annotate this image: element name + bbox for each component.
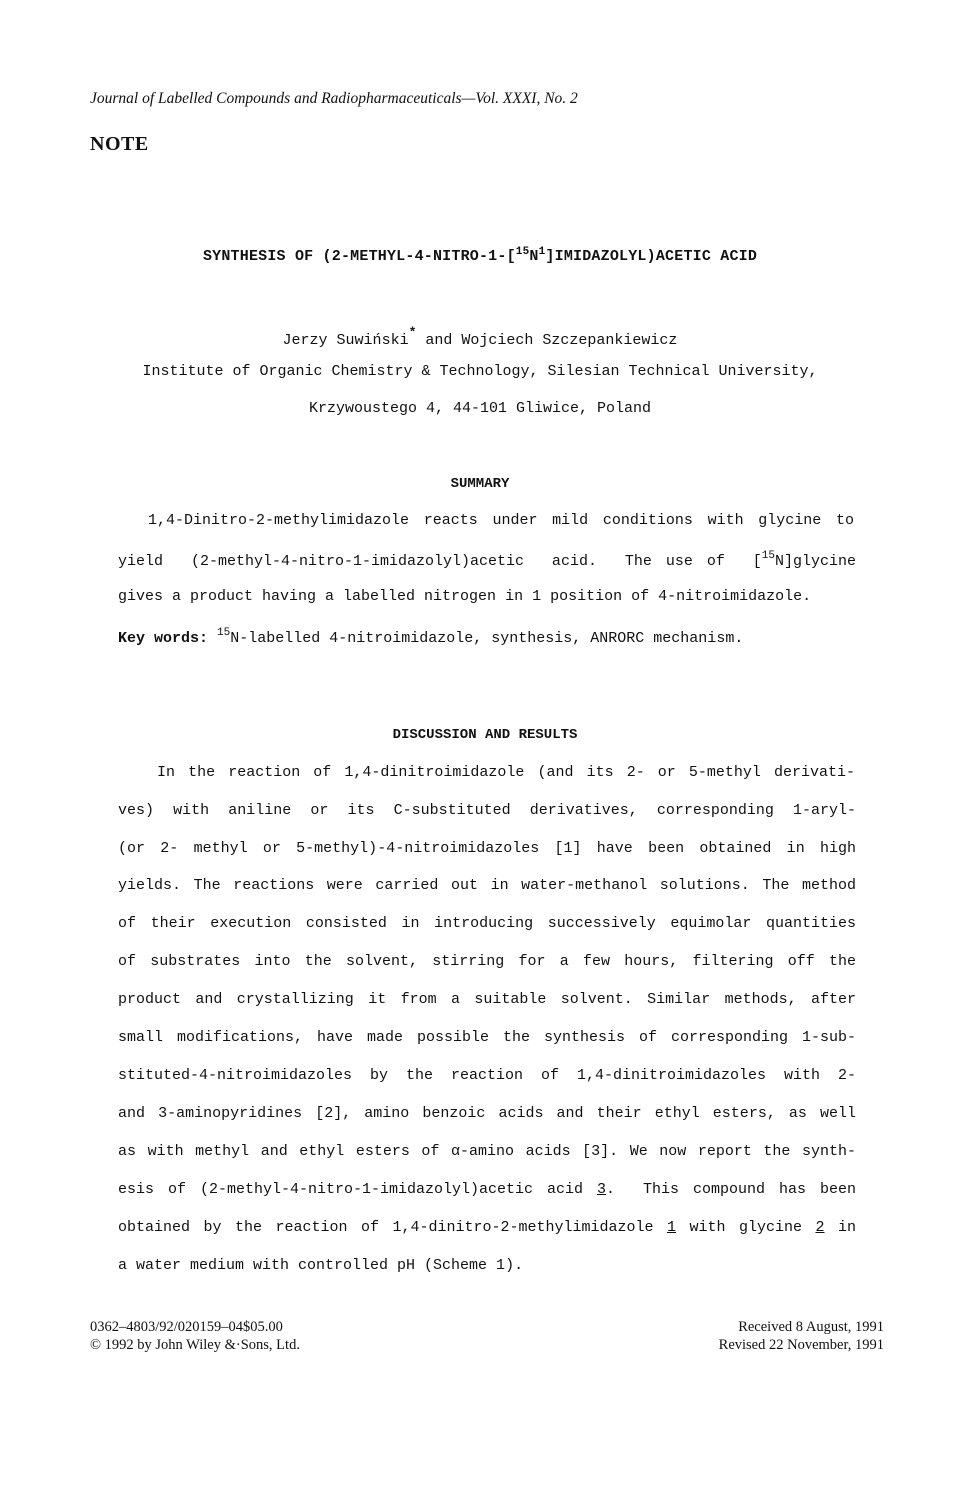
discussion-line-13-b: with glycine [676,1219,816,1236]
summary-line-3: gives a product having a labelled nitrogen in 1 position of 4-nitroimidazole. [118,588,812,605]
discussion-line-4: yields. The reactions were carried out in water-methanol solutions. The method [118,877,856,894]
discussion-line-8: small modifications, have made possible the synthesis of corresponding 1-sub- [118,1029,856,1046]
discussion-line-13 [118,1219,856,1236]
copyright: © 1992 by John Wiley &·Sons, Ltd. [90,1337,300,1353]
authors [0,325,960,349]
discussion-line-9: stituted-4-nitroimidazoles by the reaction of 1,4-dinitroimidazoles with 2- [118,1067,856,1084]
footer-left [90,1318,300,1354]
affiliation-line-2: Krzywoustego 4, 44-101 Gliwice, Poland [308,400,652,417]
compound-ref-1: 1 [666,1219,676,1236]
summary-line-2-text: yield (2-methyl-4-nitro-1-imidazolyl)acetic acid. The use of [ [118,553,762,570]
compound-ref-3: 3 [597,1181,607,1198]
discussion-line-1: In the reaction of 1,4-dinitroimidazole (and its 2- or 5-methyl derivati- [157,764,855,781]
title-after: ]IMIDAZOLYL)ACETIC ACID [545,248,758,265]
footer-right [719,1318,884,1354]
title-before: SYNTHESIS OF (2-METHYL-4-NITRO-1-[ [202,248,516,265]
discussion-line-3: (or 2- methyl or 5-methyl)-4-nitroimidazoles [1] have been obtained in high [118,840,856,857]
summary-line-2-end: N]glycine [774,553,856,570]
discussion-heading: DISCUSSION AND RESULTS [392,727,578,743]
paper-title [0,246,960,265]
discussion-line-12-a: esis of (2-methyl-4-nitro-1-imidazolyl)acetic acid [118,1181,598,1198]
keywords-label: Key words: [118,630,209,647]
keywords-text: N-labelled 4-nitroimidazole, synthesis, ANRORC mechanism. [230,630,744,647]
article-code: 0362–4803/92/020159–04$05.00 [90,1319,283,1335]
summary-heading: SUMMARY [450,476,510,492]
discussion-line-2: ves) with aniline or its C-substituted derivatives, corresponding 1-aryl- [118,802,856,819]
revised-date: Revised 22 November, 1991 [718,1337,884,1353]
received-date: Received 8 August, 1991 [738,1319,884,1335]
title-sup-mass: 15 [515,246,530,258]
keywords-line [118,627,856,647]
discussion-line-14: a water medium with controlled pH (Scheme 1). [118,1257,524,1274]
keywords-isotope-sup: 15 [217,627,231,639]
discussion-line-12-b: . This compound has been [606,1181,856,1198]
affiliation-line-1: Institute of Organic Chemistry & Technology, Silesian Technical University, [142,363,818,380]
compound-ref-2: 2 [815,1219,825,1236]
discussion-line-11: as with methyl and ethyl esters of α-amino acids [3]. We now report the synth- [118,1143,856,1160]
corresponding-marker: * [408,325,417,340]
summary-line-2 [118,550,856,570]
title-mid: N [529,248,539,265]
note-label: NOTE [90,133,149,155]
title-sup-position: 1 [538,246,546,258]
author-1: Jerzy Suwiński [282,332,409,349]
discussion-line-13-a: obtained by the reaction of 1,4-dinitro-2-methylimidazole [118,1219,667,1236]
discussion-line-6: of substrates into the solvent, stirring for a few hours, filtering off the [118,953,856,970]
discussion-line-7: product and crystallizing it from a suitable solvent. Similar methods, after [118,991,856,1008]
discussion-line-12 [118,1181,856,1198]
discussion-line-13-c: in [824,1219,856,1236]
summary-line-1: 1,4-Dinitro-2-methylimidazole reacts under mild conditions with glycine to [148,512,854,529]
author-2: and Wojciech Szczepankiewicz [416,332,678,349]
discussion-line-10: and 3-aminopyridines [2], amino benzoic acids and their ethyl esters, as well [118,1105,856,1122]
discussion-line-5: of their execution consisted in introducing successively equimolar quantities [118,915,856,932]
journal-header: Journal of Labelled Compounds and Radiopharmaceuticals—Vol. XXXI, No. 2 [90,90,578,107]
summary-isotope-sup: 15 [761,550,775,562]
